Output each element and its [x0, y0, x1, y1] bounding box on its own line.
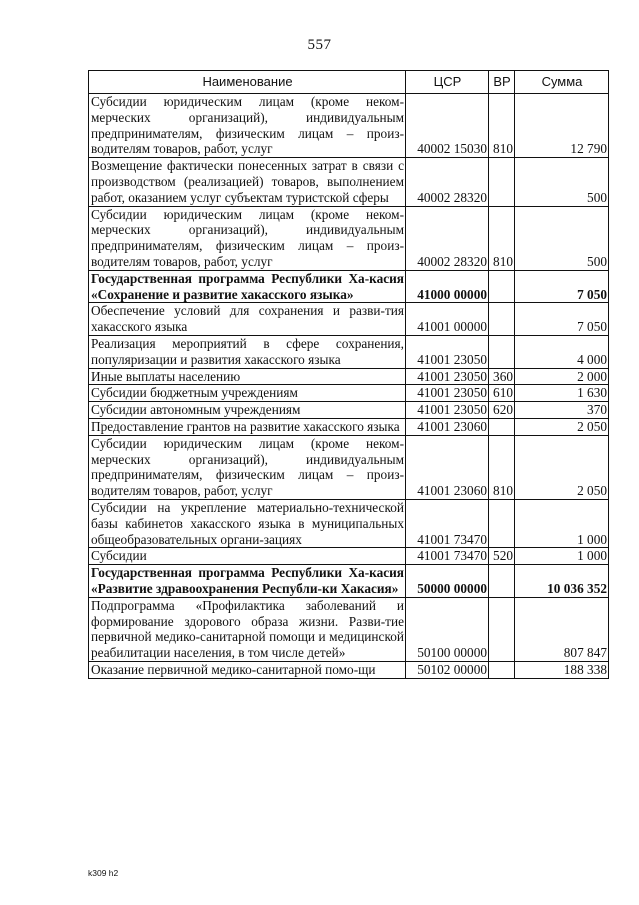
row-name: Иные выплаты населению [89, 368, 406, 385]
row-csr: 41001 23050 [406, 385, 489, 402]
table-row [89, 368, 609, 385]
row-name: Предоставление грантов на развитие хакасского языка [89, 418, 406, 435]
table-row [89, 270, 609, 303]
row-csr: 50000 00000 [406, 565, 489, 598]
row-csr: 41001 23050 [406, 402, 489, 419]
row-vr [489, 335, 515, 368]
row-name: Субсидии юридическим лицам (кроме неком-мерческих организаций), индивидуальным предпринимателям, физическим лицам – произ-водителям товаров, работ, услуг [89, 435, 406, 499]
row-vr: 810 [489, 206, 515, 270]
row-name: Обеспечение условий для сохранения и разви-тия хакасского языка [89, 303, 406, 336]
row-csr: 40002 15030 [406, 94, 489, 158]
table-row [89, 335, 609, 368]
row-csr: 50100 00000 [406, 597, 489, 661]
table-row [89, 158, 609, 206]
row-vr [489, 303, 515, 336]
row-csr: 41001 00000 [406, 303, 489, 336]
row-name: Субсидии автономным учреждениям [89, 402, 406, 419]
row-csr: 41001 73470 [406, 499, 489, 547]
row-csr: 41001 73470 [406, 548, 489, 565]
row-sum: 807 847 [515, 597, 609, 661]
row-csr: 41001 23050 [406, 335, 489, 368]
row-name: Государственная программа Республики Ха-касия «Развитие здравоохранения Республи-ки Хакасия» [89, 565, 406, 598]
table-row [89, 418, 609, 435]
row-name: Субсидии на укрепление материально-технической базы кабинетов хакасского языка в муниципальных общеобразовательных органи-зациях [89, 499, 406, 547]
table-row [89, 94, 609, 158]
page-number: 557 [307, 37, 332, 53]
budget-table [88, 70, 609, 679]
header-sum: Сумма [515, 71, 609, 94]
header-csr: ЦСР [406, 71, 489, 94]
row-vr [489, 597, 515, 661]
table-row [89, 206, 609, 270]
row-vr: 520 [489, 548, 515, 565]
table-row [89, 303, 609, 336]
row-vr: 620 [489, 402, 515, 419]
row-csr: 41001 23050 [406, 368, 489, 385]
row-sum: 1 630 [515, 385, 609, 402]
row-sum: 500 [515, 158, 609, 206]
row-name: Оказание первичной медико-санитарной помо-щи [89, 661, 406, 678]
row-vr: 610 [489, 385, 515, 402]
row-name: Субсидии бюджетным учреждениям [89, 385, 406, 402]
table-row [89, 402, 609, 419]
row-vr: 810 [489, 94, 515, 158]
row-vr [489, 661, 515, 678]
row-csr: 40002 28320 [406, 206, 489, 270]
row-vr [489, 565, 515, 598]
table-row [89, 499, 609, 547]
row-sum: 370 [515, 402, 609, 419]
row-vr [489, 499, 515, 547]
row-csr: 41001 23060 [406, 418, 489, 435]
table-row [89, 385, 609, 402]
table-row [89, 548, 609, 565]
row-name: Субсидии юридическим лицам (кроме неком-мерческих организаций), индивидуальным предпринимателям, физическим лицам – произ-водителям товаров, работ, услуг [89, 206, 406, 270]
footer-code: k309 h2 [88, 868, 119, 878]
row-sum: 2 050 [515, 435, 609, 499]
row-sum: 500 [515, 206, 609, 270]
row-name: Субсидии юридическим лицам (кроме неком-мерческих организаций), индивидуальным предпринимателям, физическим лицам – произ-водителям товаров, работ, услуг [89, 94, 406, 158]
row-sum: 10 036 352 [515, 565, 609, 598]
table-row [89, 565, 609, 598]
row-csr: 41000 00000 [406, 270, 489, 303]
row-csr: 40002 28320 [406, 158, 489, 206]
row-name: Государственная программа Республики Ха-касия «Сохранение и развитие хакасского языка» [89, 270, 406, 303]
row-sum: 12 790 [515, 94, 609, 158]
row-name: Субсидии [89, 548, 406, 565]
row-vr [489, 418, 515, 435]
table-row [89, 597, 609, 661]
row-sum: 2 050 [515, 418, 609, 435]
row-csr: 50102 00000 [406, 661, 489, 678]
row-sum: 2 000 [515, 368, 609, 385]
header-vr: ВР [489, 71, 515, 94]
table-row [89, 661, 609, 678]
row-sum: 1 000 [515, 499, 609, 547]
table-row [89, 435, 609, 499]
row-sum: 7 050 [515, 303, 609, 336]
row-vr [489, 158, 515, 206]
row-vr [489, 270, 515, 303]
row-sum: 188 338 [515, 661, 609, 678]
row-name: Возмещение фактически понесенных затрат в связи с производством (реализацией) товаров, выполнением работ, оказанием услуг субъектам туристской сферы [89, 158, 406, 206]
row-name: Подпрограмма «Профилактика заболеваний и формирование здорового образа жизни. Разви-тие первичной медико-санитарной помощи и медицинской реабилитации населения, в том числе детей» [89, 597, 406, 661]
header-name: Наименование [89, 71, 406, 94]
row-vr: 810 [489, 435, 515, 499]
row-name: Реализация мероприятий в сфере сохранения, популяризации и развития хакасского языка [89, 335, 406, 368]
row-sum: 7 050 [515, 270, 609, 303]
row-sum: 4 000 [515, 335, 609, 368]
row-vr: 360 [489, 368, 515, 385]
row-csr: 41001 23060 [406, 435, 489, 499]
table-header-row [89, 71, 609, 94]
row-sum: 1 000 [515, 548, 609, 565]
